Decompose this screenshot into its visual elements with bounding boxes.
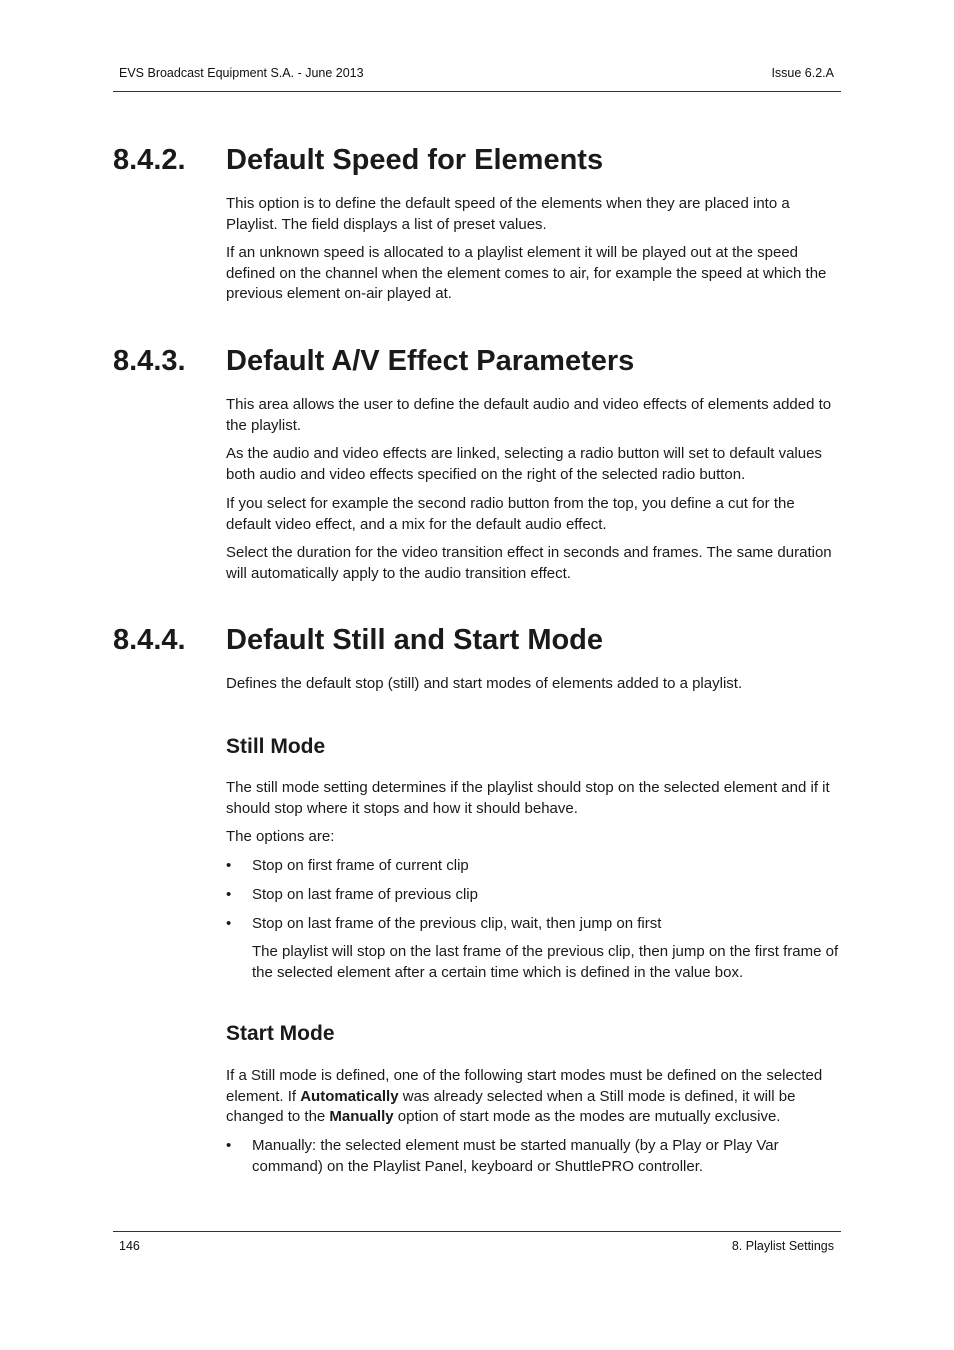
- section-number: 8.4.3.: [113, 345, 186, 377]
- text-run: option of start mode as the modes are mutually exclusive.: [393, 1108, 781, 1125]
- still-mode-heading: Still Mode: [226, 735, 326, 758]
- section-number: 8.4.2.: [113, 144, 186, 176]
- section-heading-8-4-2: [113, 143, 841, 177]
- paragraph: If you select for example the second radio button from the top, you define a cut for the default video effect, and a mix for the default audio effect.: [226, 495, 795, 533]
- page-number: 146: [119, 1239, 140, 1253]
- section-number: 8.4.4.: [113, 624, 186, 656]
- page-header: [113, 66, 841, 92]
- bullet-glyph: •: [226, 1137, 232, 1154]
- text-run: If a Still mode is defined, one of the following start modes must be defined on the selected element. If: [226, 1067, 823, 1105]
- bullet-glyph: •: [226, 857, 232, 874]
- list-item-text: Manually: the selected element must be started manually (by a Play or Play Var command) on the Playlist Panel, keyboard or ShuttlePRO controller.: [252, 1137, 779, 1175]
- section-heading-8-4-4: [113, 623, 841, 657]
- start-mode-paragraph: [226, 1066, 841, 1128]
- page-footer: [113, 1231, 841, 1253]
- paragraph: This area allows the user to define the default audio and video effects of elements added to the playlist.: [226, 396, 832, 434]
- paragraph: Defines the default stop (still) and start modes of elements added to a playlist.: [226, 675, 743, 692]
- bold-term-automatically: Automatically: [300, 1087, 399, 1105]
- paragraph: The options are:: [226, 828, 335, 845]
- header-issue: Issue 6.2.A: [771, 66, 834, 80]
- section-title: Default Speed for Elements: [226, 144, 604, 176]
- list-item-text: Stop on last frame of previous clip: [252, 886, 478, 903]
- list-item-note: The playlist will stop on the last frame of the previous clip, then jump on the first frame of the selected element after a certain time which is defined in the value box.: [252, 943, 839, 981]
- header-publisher: EVS Broadcast Equipment S.A. - June 2013: [119, 66, 364, 80]
- bold-term-manually: Manually: [329, 1108, 394, 1125]
- section-title: Default A/V Effect Parameters: [226, 345, 635, 377]
- paragraph: Select the duration for the video transition effect in seconds and frames. The same duration will automatically apply to the audio transition effect.: [226, 544, 832, 582]
- start-mode-heading: Start Mode: [226, 1022, 335, 1045]
- list-item-text: Stop on last frame of the previous clip, wait, then jump on first: [252, 915, 662, 932]
- paragraph: This option is to define the default speed of the elements when they are placed into a Playlist. The field displays a list of preset values.: [226, 195, 790, 233]
- paragraph: If an unknown speed is allocated to a playlist element it will be played out at the speed defined on the channel when the element comes to air, for example the speed at which the previous element on-air played at.: [226, 244, 827, 302]
- section-title: Default Still and Start Mode: [226, 624, 604, 656]
- section-heading-8-4-3: [113, 344, 841, 378]
- bullet-glyph: •: [226, 915, 232, 932]
- paragraph: The still mode setting determines if the playlist should stop on the selected element and if it should stop where it stops and how it should behave.: [226, 779, 830, 817]
- list-item-text: Stop on first frame of current clip: [252, 857, 469, 874]
- bullet-glyph: •: [226, 886, 232, 903]
- footer-chapter: 8. Playlist Settings: [731, 1239, 834, 1253]
- text-run: was already selected when a Still mode is defined, it will be changed to the: [226, 1087, 796, 1125]
- paragraph: As the audio and video effects are linked, selecting a radio button will set to default values both audio and video effects specified on the right of the selected radio button.: [226, 445, 822, 483]
